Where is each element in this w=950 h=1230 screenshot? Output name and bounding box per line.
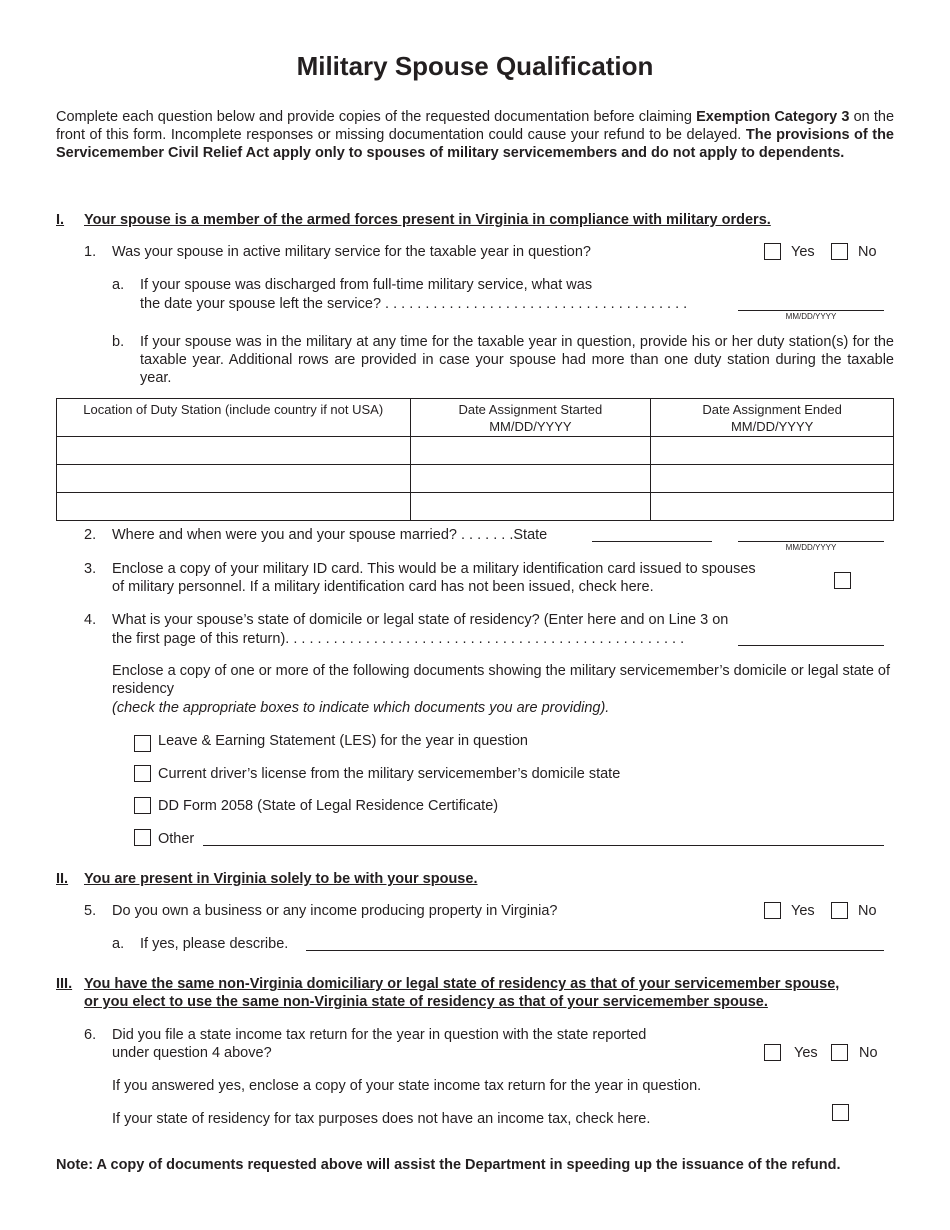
section-3-heading-line2: or you elect to use the same non-Virginia state of residency as that of your servicemember spouse. xyxy=(84,994,768,1010)
q4-domicile-state-field[interactable] xyxy=(738,645,884,646)
q6-yes-label: Yes xyxy=(794,1045,818,1061)
footer-note: Note: A copy of documents requested above will assist the Department in speeding up the issuance of the refund. xyxy=(56,1157,841,1173)
q4-text-line1: What is your spouse’s state of domicile or legal state of residency? (Enter here and on Line 3 on xyxy=(112,612,729,628)
q2-state-field[interactable] xyxy=(592,541,712,542)
q6-yes-checkbox[interactable] xyxy=(764,1044,781,1061)
q1a-text-line1: If your spouse was discharged from full-time military service, what was xyxy=(140,277,593,293)
doc-les-label: Leave & Earning Statement (LES) for the year in question xyxy=(158,733,528,749)
q5-no-checkbox[interactable] xyxy=(831,902,848,919)
q1b-letter: b. xyxy=(112,334,125,350)
duty-start-cell[interactable] xyxy=(410,465,651,493)
intro-paragraph xyxy=(56,108,894,162)
doc-other-checkbox[interactable] xyxy=(134,829,151,846)
q4-text-line2: the first page of this return). . . . . . . . . . . . . . . . . . . . . . . . . . . . . . . . . . . . . . . . . . . . . . . . . . xyxy=(112,631,685,647)
q1a-letter: a. xyxy=(112,277,125,293)
q4-check-note: (check the appropriate boxes to indicate which documents you are providing). xyxy=(112,700,610,716)
doc-other-label: Other xyxy=(158,831,195,847)
intro-scra-note: The provisions of the Servicemember Civil Relief Act apply only to spouses of military servicemembers and do not apply to dependents. xyxy=(56,127,894,161)
q5-text: Do you own a business or any income producing property in Virginia? xyxy=(112,903,558,919)
q3-text-line1: Enclose a copy of your military ID card. This would be a military identification card issued to spouses xyxy=(112,561,756,577)
section-3-number: III. xyxy=(56,976,73,992)
section-1-heading: Your spouse is a member of the armed forces present in Virginia in compliance with military orders. xyxy=(84,212,771,228)
q5-yes-label: Yes xyxy=(791,903,815,919)
q4-number: 4. xyxy=(84,612,97,628)
section-3-heading-line1: You have the same non-Virginia domiciliary or legal state of residency as that of your servicemember spouse, xyxy=(84,976,840,992)
doc-dd2058-checkbox[interactable] xyxy=(134,797,151,814)
q1-text: Was your spouse in active military service for the taxable year in question? xyxy=(112,244,591,260)
q6-no-income-tax-checkbox[interactable] xyxy=(832,1104,849,1121)
q1-number: 1. xyxy=(84,244,97,260)
doc-drivers-license-label: Current driver’s license from the military servicemember’s domicile state xyxy=(158,766,621,782)
duty-end-header: Date Assignment Ended MM/DD/YYYY xyxy=(651,399,894,437)
doc-dd2058-label: DD Form 2058 (State of Legal Residence Certificate) xyxy=(158,798,499,814)
duty-end-cell[interactable] xyxy=(651,493,894,521)
intro-text-2: on the front of this form. Incomplete responses or missing documentation could cause your refund to be delayed. xyxy=(56,109,895,143)
q3-text-line2: of military personnel. If a military identification card has not been issued, check here. xyxy=(112,579,654,595)
q1-yes-checkbox[interactable] xyxy=(764,243,781,260)
q2-text: Where and when were you and your spouse married? . . . . . . .State xyxy=(112,527,548,543)
q5a-letter: a. xyxy=(112,936,125,952)
q6-yes-instruction: If you answered yes, enclose a copy of your state income tax return for the year in question. xyxy=(112,1078,702,1094)
q3-no-id-checkbox[interactable] xyxy=(834,572,851,589)
q6-text-line2: under question 4 above? xyxy=(112,1045,272,1061)
duty-location-cell[interactable] xyxy=(57,437,411,465)
section-2-heading: You are present in Virginia solely to be with your spouse. xyxy=(84,871,478,887)
q1-no-checkbox[interactable] xyxy=(831,243,848,260)
q5a-text: If yes, please describe. xyxy=(140,936,289,952)
duty-end-cell[interactable] xyxy=(651,465,894,493)
doc-other-field[interactable] xyxy=(203,845,884,846)
table-row xyxy=(57,465,894,493)
doc-drivers-license-checkbox[interactable] xyxy=(134,765,151,782)
q1a-text-line2: the date your spouse left the service? . . . . . . . . . . . . . . . . . . . . . . . . . . . . . . . . . . . . . . xyxy=(140,296,688,312)
intro-exemption-category: Exemption Category 3 xyxy=(696,109,850,125)
section-1-number: I. xyxy=(56,212,65,228)
q6-number: 6. xyxy=(84,1027,97,1043)
table-row xyxy=(57,437,894,465)
q2-date-field[interactable] xyxy=(738,541,884,542)
intro-text-1: Complete each question below and provide copies of the requested documentation before claiming xyxy=(56,109,697,125)
duty-start-cell[interactable] xyxy=(410,437,651,465)
q1a-date-format: MM/DD/YYYY xyxy=(785,312,837,321)
duty-start-cell[interactable] xyxy=(410,493,651,521)
duty-start-header: Date Assignment Started MM/DD/YYYY xyxy=(410,399,651,437)
q5a-description-field[interactable] xyxy=(306,950,884,951)
q2-number: 2. xyxy=(84,527,97,543)
duty-location-header: Location of Duty Station (include country if not USA) xyxy=(57,399,411,437)
doc-les-checkbox[interactable] xyxy=(134,735,151,752)
q1-no-label: No xyxy=(858,244,877,260)
table-row xyxy=(57,493,894,521)
q3-number: 3. xyxy=(84,561,97,577)
page-title: Military Spouse Qualification xyxy=(296,51,654,81)
duty-location-cell[interactable] xyxy=(57,465,411,493)
q6-no-label: No xyxy=(859,1045,878,1061)
duty-table-header-row xyxy=(57,399,894,437)
q5-yes-checkbox[interactable] xyxy=(764,902,781,919)
q1-yes-label: Yes xyxy=(791,244,815,260)
q1b-text: If your spouse was in the military at any time for the taxable year in question, provide his or her duty station(s) for the taxable year. Additional rows are provided in case your spouse had more than one duty station during the taxable year. xyxy=(140,334,894,386)
q5-number: 5. xyxy=(84,903,97,919)
q6-text-line1: Did you file a state income tax return for the year in question with the state reported xyxy=(112,1027,647,1043)
section-2-number: II. xyxy=(56,871,69,887)
q1a-date-field[interactable] xyxy=(738,310,884,311)
duty-location-cell[interactable] xyxy=(57,493,411,521)
q5-no-label: No xyxy=(858,903,877,919)
q2-date-format: MM/DD/YYYY xyxy=(785,543,837,552)
duty-end-cell[interactable] xyxy=(651,437,894,465)
duty-station-table xyxy=(56,398,894,521)
q4-enclose-text: Enclose a copy of one or more of the following documents showing the military servicemember’s domicile or legal state of residency xyxy=(112,663,891,697)
q6-no-tax-text: If your state of residency for tax purposes does not have an income tax, check here. xyxy=(112,1111,651,1127)
q6-no-checkbox[interactable] xyxy=(831,1044,848,1061)
